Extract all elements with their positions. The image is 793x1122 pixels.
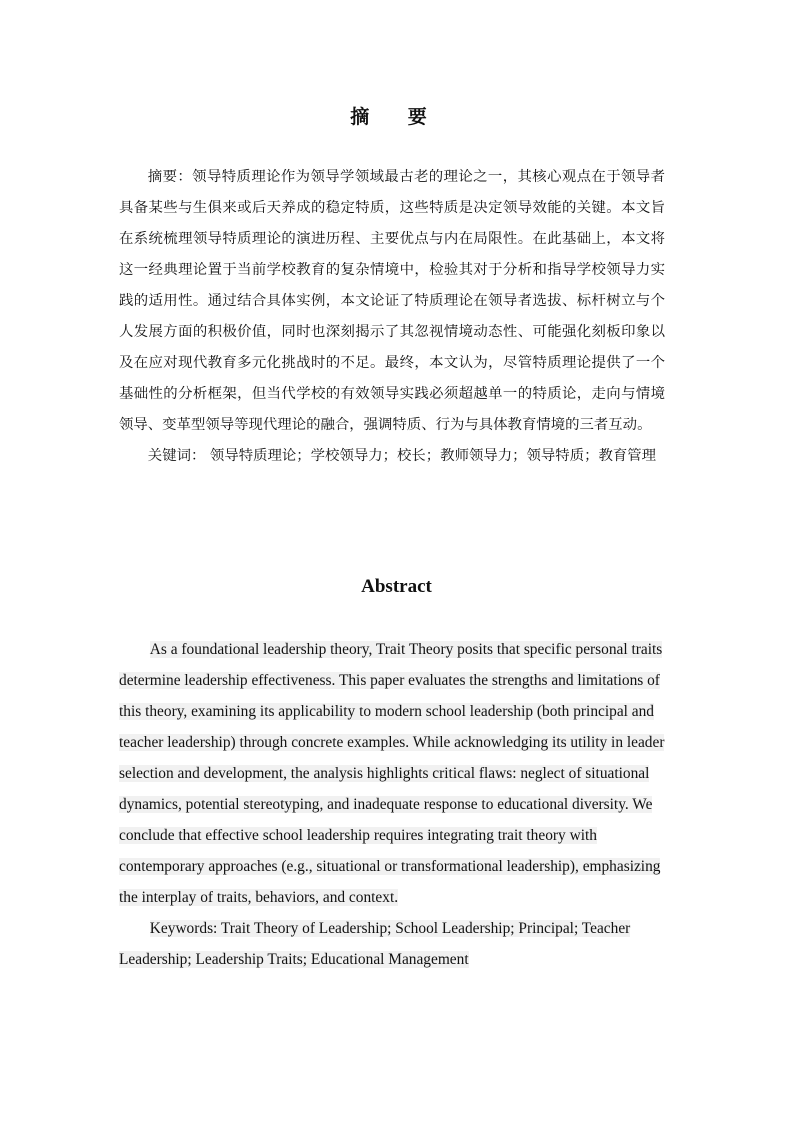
english-abstract-title: Abstract <box>361 576 432 597</box>
chinese-keywords: 关键词： 领导特质理论；学校领导力；校长；教师领导力；领导特质；教育管理 <box>147 448 657 464</box>
chinese-abstract-body: 摘要：领导特质理论作为领导学领域最古老的理论之一，其核心观点在于领导者具备某些与生俱来或后天养成的稳定特质，这些特质是决定领导效能的关键。本文旨在系统梳理领导特质理论的演进历程、主要优点与内在局限性。在此基础上，本文将这一经典理论置于当前学校教育的复杂情境中，检验其对于分析和指导学校领导力实践的适用性。通过结合具体实例，本文论证了特质理论在领导者选拔、标杆树立与个人发展方面的积极价值，同时也深刻揭示了其忽视情境动态性、可能强化刻板印象以及在应对现代教育多元化挑战时的不足。最终，本文认为，尽管特质理论提供了一个基础性的分析框架，但当代学校的有效领导实践必须超越单一的特质论，走向与情境领导、变革型领导等现代理论的融合，强调特质、行为与具体教育情境的三者互动。 <box>119 169 665 433</box>
english-keywords-paragraph <box>119 913 665 975</box>
english-abstract-body: As a foundational leadership theory, Trait Theory posits that specific personal traits determine leadership effectiveness. This paper evaluates the strengths and limitations of this theory, examining its applicability to modern school leadership (both principal and teacher leadership) through concrete examples. While acknowledging its utility in leader selection and development, the analysis highlights critical flaws: neglect of situational dynamics, potential stereotyping, and inadequate response to educational diversity. We conclude that effective school leadership requires integrating trait theory with contemporary approaches (e.g., situational or transformational leadership), emphasizing the interplay of traits, behaviors, and context. <box>119 641 665 906</box>
english-abstract-section <box>119 634 665 975</box>
english-abstract-paragraph <box>119 634 665 913</box>
chinese-abstract-title: 摘 要 <box>350 106 443 128</box>
english-keywords: Keywords: Trait Theory of Leadership; School Leadership; Principal; Teacher Leadership; Leadership Traits; Educational Management <box>119 920 631 968</box>
chinese-abstract-section <box>119 162 665 472</box>
